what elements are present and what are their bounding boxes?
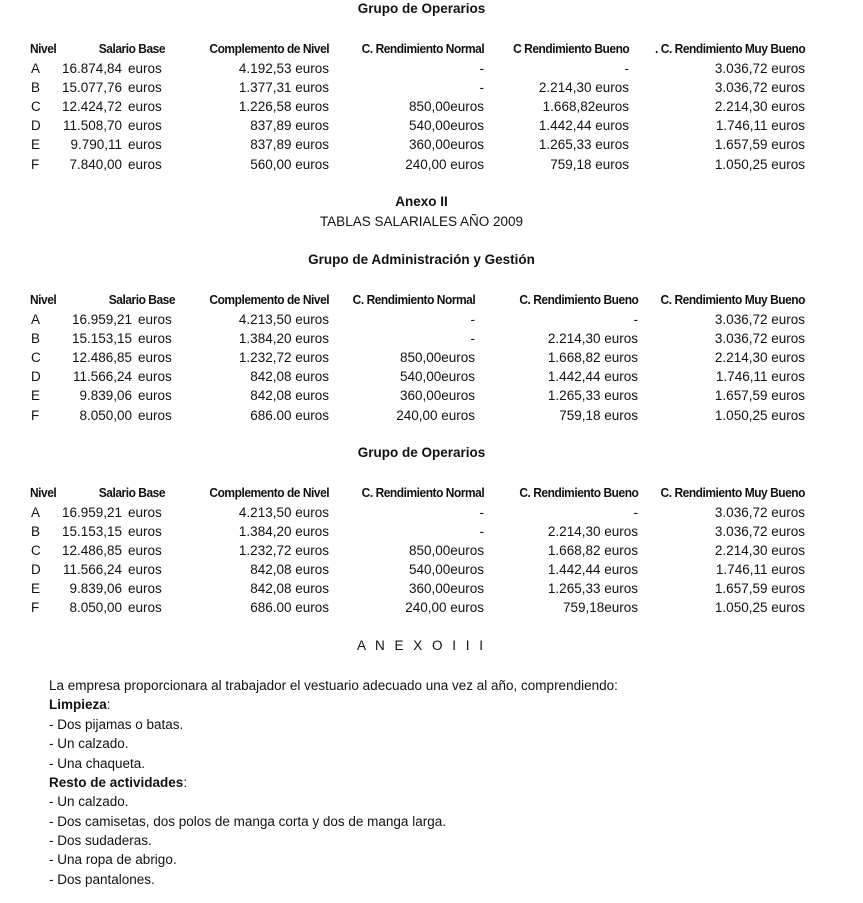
cell-rend-bueno: 1.265,33 euros [547, 388, 638, 403]
cell-rend-muy-bueno: 1.050,25 euros [714, 600, 805, 615]
cell-rend-muy-bueno: 1.746,11 euros [715, 118, 805, 133]
cell-salario: 16.874,84 [61, 61, 122, 76]
cell-rend-muy-bueno: 3.036,72 euros [714, 61, 805, 76]
cell-salario-unit: euros [128, 562, 162, 577]
cell-salario: 12.486,85 [71, 350, 132, 365]
cell-rend-bueno: - [624, 61, 629, 76]
cell-rend-normal: 850,00euros [399, 350, 475, 365]
cell-nivel: E [31, 581, 41, 596]
cell-rend-normal: - [479, 61, 484, 76]
header-complemento: Complemento de Nivel [209, 485, 329, 500]
table-header-row [0, 483, 863, 502]
list-item: - Dos pijamas o batas. [49, 717, 184, 732]
cell-rend-bueno: 1.442,44 euros [547, 369, 638, 384]
list-item: - Un calzado. [49, 794, 129, 809]
cell-salario: 11.508,70 [62, 118, 122, 133]
table-row [0, 406, 863, 425]
cell-salario-unit: euros [128, 581, 162, 596]
header-salario-base: Salario Base [98, 485, 165, 500]
cell-rend-bueno: 1.668,82euros [542, 99, 629, 114]
cell-rend-normal: - [479, 80, 484, 95]
cell-nivel: F [31, 157, 40, 172]
cell-nivel: A [31, 61, 41, 76]
cell-complemento: 1.384,20 euros [238, 331, 329, 346]
cell-salario: 15.153,15 [61, 524, 122, 539]
cell-salario-unit: euros [138, 369, 172, 384]
list-item: - Una ropa de abrigo. [49, 852, 177, 867]
annex-subtitle: TABLAS SALARIALES AÑO 2009 [319, 214, 524, 229]
header-complemento: Complemento de Nivel [209, 292, 329, 307]
cell-salario-unit: euros [128, 99, 162, 114]
cell-salario-unit: euros [128, 61, 162, 76]
header-salario-base: Salario Base [98, 41, 165, 56]
cell-rend-normal: - [470, 312, 475, 327]
cell-salario: 9.790,11 [70, 137, 122, 152]
table-row [0, 541, 863, 560]
list-item: - Dos camisetas, dos polos de manga corta y dos de manga larga. [49, 814, 446, 829]
cell-salario-unit: euros [138, 331, 172, 346]
header-rend-bueno: C. Rendimiento Bueno [518, 485, 638, 500]
table-row [0, 348, 863, 367]
cell-complemento: 4.213,50 euros [238, 312, 329, 327]
cell-rend-normal: 360,00euros [408, 137, 484, 152]
cell-complemento: 4.213,50 euros [238, 505, 329, 520]
table-title: Grupo de Operarios [357, 1, 486, 16]
cell-nivel: C [31, 543, 41, 558]
cell-salario: 9.839,06 [79, 388, 132, 403]
cell-rend-bueno: - [633, 312, 638, 327]
cell-rend-muy-bueno: 3.036,72 euros [714, 505, 805, 520]
cell-rend-muy-bueno: 1.050,25 euros [714, 408, 805, 423]
table-header-row [0, 290, 863, 309]
cell-rend-muy-bueno: 2.214,30 euros [714, 99, 805, 114]
header-rend-normal: C. Rendimiento Normal [352, 292, 475, 307]
cell-complemento: 837,89 euros [250, 137, 329, 152]
table-row [0, 522, 863, 541]
cell-rend-muy-bueno: 1.657,59 euros [714, 137, 805, 152]
cell-salario-unit: euros [138, 350, 172, 365]
cell-nivel: E [31, 388, 41, 403]
table-header-row [0, 39, 863, 58]
cell-nivel: A [31, 312, 41, 327]
cell-rend-muy-bueno: 1.746,11 euros [715, 562, 805, 577]
header-nivel: Nivel [30, 292, 57, 307]
cell-rend-normal: - [479, 524, 484, 539]
cell-salario-unit: euros [128, 137, 162, 152]
cell-salario-unit: euros [128, 505, 162, 520]
cell-salario-unit: euros [138, 388, 172, 403]
cell-complemento: 560,00 euros [250, 157, 329, 172]
cell-rend-bueno: 2.214,30 euros [538, 80, 629, 95]
cell-rend-normal: 240,00 euros [405, 600, 484, 615]
cell-rend-bueno: 1.442,44 euros [538, 118, 629, 133]
cell-salario-unit: euros [128, 524, 162, 539]
table-row [0, 329, 863, 348]
cell-complemento: 4.192,53 euros [238, 61, 329, 76]
table-row [0, 560, 863, 579]
cell-rend-normal: 540,00euros [408, 562, 484, 577]
cell-rend-normal: 360,00euros [408, 581, 484, 596]
cell-nivel: B [31, 331, 41, 346]
cell-complemento: 1.232,72 euros [238, 350, 329, 365]
cell-complemento: 842,08 euros [250, 581, 329, 596]
cell-nivel: E [31, 137, 41, 152]
cell-rend-bueno: 1.442,44 euros [547, 562, 638, 577]
table-row [0, 310, 863, 329]
cell-rend-bueno: 759,18 euros [559, 408, 638, 423]
cell-rend-normal: - [479, 505, 484, 520]
cell-salario: 9.839,06 [69, 581, 122, 596]
cell-complemento: 842,08 euros [250, 388, 329, 403]
section-heading: Limpieza: [49, 697, 111, 712]
cell-salario-unit: euros [128, 118, 162, 133]
annex-title: A N E X O I I I [356, 638, 487, 653]
section-heading-text: Limpieza [49, 697, 107, 712]
section-heading-text: Resto de actividades [49, 775, 184, 790]
cell-complemento: 1.377,31 euros [238, 80, 329, 95]
cell-salario: 8.050,00 [79, 408, 132, 423]
cell-rend-normal: 240,00 euros [396, 408, 475, 423]
list-item: - Dos sudaderas. [49, 833, 152, 848]
cell-complemento: 686.00 euros [250, 408, 329, 423]
cell-salario: 11.566,24 [62, 562, 122, 577]
header-rend-bueno: C Rendimiento Bueno [512, 41, 629, 56]
table-row [0, 367, 863, 386]
cell-rend-muy-bueno: 1.657,59 euros [714, 388, 805, 403]
cell-rend-bueno: 1.668,82 euros [547, 543, 638, 558]
cell-rend-bueno: 759,18 euros [550, 157, 629, 172]
header-rend-normal: C. Rendimiento Normal [361, 41, 484, 56]
header-complemento: Complemento de Nivel [209, 41, 329, 56]
cell-salario: 15.153,15 [71, 331, 132, 346]
list-item: - Un calzado. [49, 736, 129, 751]
cell-rend-muy-bueno: 2.214,30 euros [714, 543, 805, 558]
table-row [0, 598, 863, 617]
table-row [0, 59, 863, 78]
header-rend-muy-bueno: . C. Rendimiento Muy Bueno [654, 41, 805, 56]
section-heading: Resto de actividades: [49, 775, 188, 790]
cell-salario: 16.959,21 [61, 505, 122, 520]
cell-nivel: A [31, 505, 41, 520]
cell-salario-unit: euros [128, 600, 162, 615]
cell-rend-muy-bueno: 1.746,11 euros [715, 369, 805, 384]
cell-rend-normal: 850,00euros [408, 543, 484, 558]
cell-salario-unit: euros [128, 543, 162, 558]
cell-salario: 11.566,24 [72, 369, 132, 384]
table-row [0, 116, 863, 135]
header-rend-muy-bueno: C. Rendimiento Muy Bueno [660, 485, 805, 500]
cell-rend-bueno: - [633, 505, 638, 520]
table-row [0, 386, 863, 405]
table-row [0, 503, 863, 522]
cell-nivel: B [31, 80, 41, 95]
cell-rend-muy-bueno: 3.036,72 euros [714, 80, 805, 95]
cell-rend-normal: 360,00euros [399, 388, 475, 403]
header-rend-bueno: C. Rendimiento Bueno [518, 292, 638, 307]
cell-salario: 8.050,00 [69, 600, 122, 615]
cell-rend-muy-bueno: 3.036,72 euros [714, 331, 805, 346]
list-item: - Una chaqueta. [49, 756, 146, 771]
cell-complemento: 1.232,72 euros [238, 543, 329, 558]
cell-rend-normal: 540,00euros [408, 118, 484, 133]
cell-nivel: B [31, 524, 41, 539]
header-nivel: Nivel [30, 41, 57, 56]
cell-salario: 16.959,21 [71, 312, 132, 327]
cell-rend-normal: 850,00euros [408, 99, 484, 114]
table-row [0, 78, 863, 97]
cell-complemento: 837,89 euros [250, 118, 329, 133]
header-rend-muy-bueno: C. Rendimiento Muy Bueno [660, 292, 805, 307]
cell-rend-bueno: 2.214,30 euros [547, 524, 638, 539]
annex-intro: La empresa proporcionara al trabajador el vestuario adecuado una vez al año, comprendiendo: [49, 678, 618, 693]
cell-rend-bueno: 759,18euros [562, 600, 638, 615]
cell-complemento: 842,08 euros [250, 562, 329, 577]
cell-rend-bueno: 1.265,33 euros [538, 137, 629, 152]
cell-complemento: 686.00 euros [250, 600, 329, 615]
cell-nivel: D [31, 118, 41, 133]
annex-title: Anexo II [395, 194, 448, 209]
header-salario-base: Salario Base [108, 292, 175, 307]
cell-rend-muy-bueno: 1.050,25 euros [714, 157, 805, 172]
cell-complemento: 1.226,58 euros [238, 99, 329, 114]
header-rend-normal: C. Rendimiento Normal [361, 485, 484, 500]
cell-complemento: 842,08 euros [250, 369, 329, 384]
cell-rend-normal: - [470, 331, 475, 346]
cell-salario-unit: euros [128, 80, 162, 95]
cell-rend-muy-bueno: 2.214,30 euros [714, 350, 805, 365]
table-row [0, 579, 863, 598]
cell-salario-unit: euros [128, 157, 162, 172]
cell-nivel: C [31, 99, 41, 114]
list-item: - Dos pantalones. [49, 872, 155, 887]
cell-rend-muy-bueno: 3.036,72 euros [714, 312, 805, 327]
cell-rend-bueno: 1.265,33 euros [547, 581, 638, 596]
cell-nivel: D [31, 369, 41, 384]
cell-rend-muy-bueno: 1.657,59 euros [714, 581, 805, 596]
cell-salario-unit: euros [138, 312, 172, 327]
cell-salario: 7.840,00 [69, 157, 122, 172]
cell-nivel: C [31, 350, 41, 365]
cell-nivel: F [31, 600, 40, 615]
cell-salario: 12.486,85 [61, 543, 122, 558]
cell-salario: 12.424,72 [61, 99, 122, 114]
table-row [0, 155, 863, 174]
cell-salario: 15.077,76 [61, 80, 122, 95]
cell-rend-bueno: 1.668,82 euros [547, 350, 638, 365]
cell-rend-muy-bueno: 3.036,72 euros [714, 524, 805, 539]
table-row [0, 135, 863, 154]
cell-nivel: D [31, 562, 41, 577]
cell-rend-normal: 240,00 euros [405, 157, 484, 172]
table-row [0, 97, 863, 116]
cell-salario-unit: euros [138, 408, 172, 423]
header-nivel: Nivel [30, 485, 57, 500]
table-title: Grupo de Administración y Gestión [308, 252, 535, 267]
cell-nivel: F [31, 408, 40, 423]
cell-rend-normal: 540,00euros [399, 369, 475, 384]
cell-complemento: 1.384,20 euros [238, 524, 329, 539]
table-title: Grupo de Operarios [357, 445, 486, 460]
cell-rend-bueno: 2.214,30 euros [547, 331, 638, 346]
